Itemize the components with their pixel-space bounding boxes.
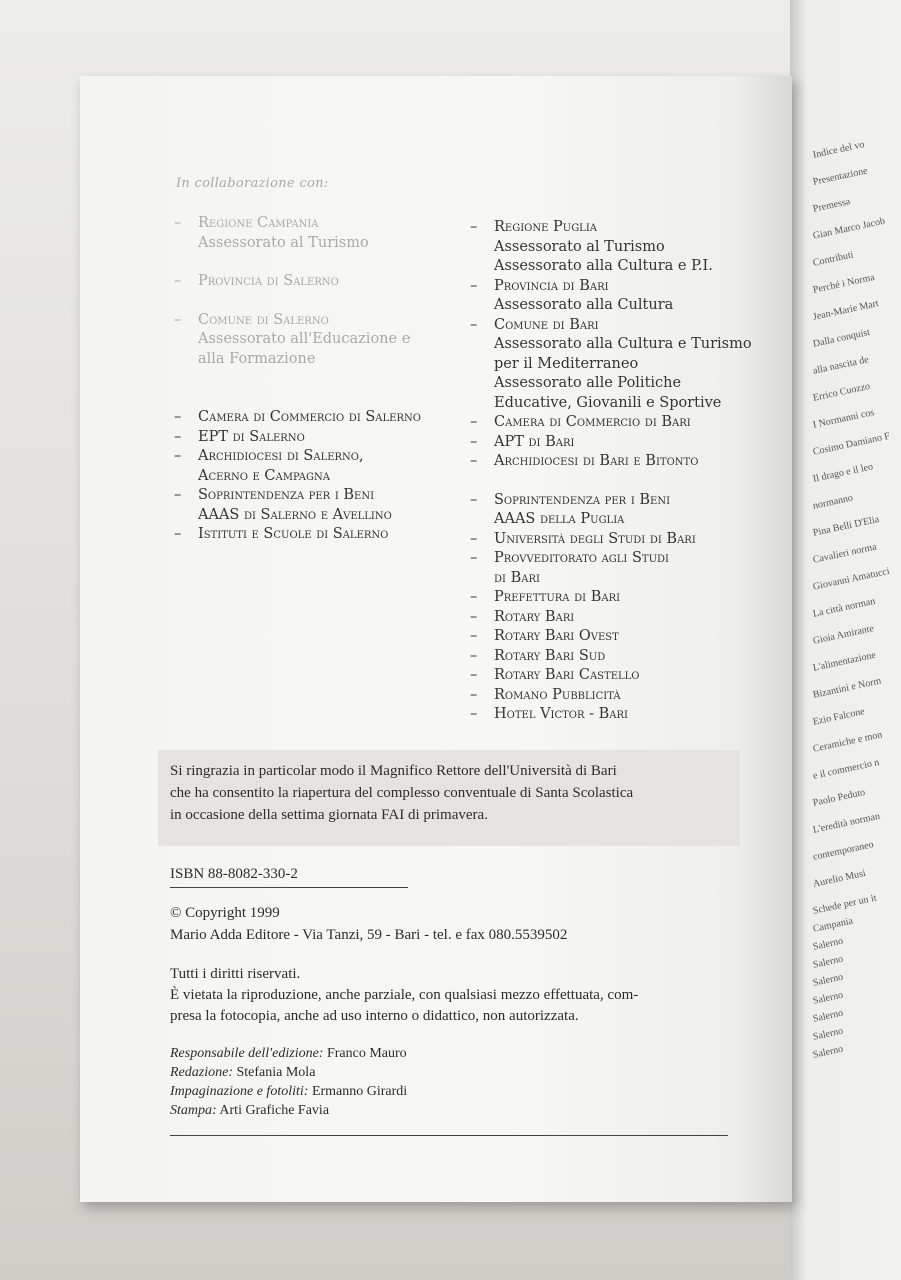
- dash-marker: –: [174, 428, 182, 445]
- adjacent-page-text: Premessa: [812, 196, 852, 215]
- sponsor-name: Rotary Bari Castello: [494, 667, 640, 683]
- adjacent-page: [790, 0, 901, 1280]
- adjacent-page-text: Presentazione: [812, 165, 869, 188]
- sponsor-name: Archidiocesi di Salerno,: [198, 448, 364, 464]
- dash-marker: –: [174, 215, 182, 231]
- adjacent-page-text: Indice del vo: [812, 139, 866, 161]
- sponsor-detail: Assessorato alla Cultura e Turismo: [494, 336, 752, 352]
- sponsor-detail: Assessorato all'Educazione e: [198, 331, 411, 347]
- sponsor-name: Provveditorato agli Studi: [494, 550, 669, 566]
- copyright: © Copyright 1999: [170, 905, 280, 921]
- sponsor-name: Regione Campania: [198, 215, 319, 231]
- sponsor-entry: [174, 525, 474, 545]
- sponsor-entry: [470, 316, 760, 414]
- adjacent-page-text: Salerno: [812, 953, 845, 971]
- credits-block: [170, 1044, 407, 1120]
- adjacent-page-text: Salerno: [812, 971, 845, 989]
- adjacent-page-text: normanno: [812, 492, 854, 512]
- sponsor-detail: Assessorato al Turismo: [494, 238, 665, 255]
- dash-marker: –: [470, 608, 478, 625]
- dash-marker: –: [470, 667, 478, 683]
- thanks-line: in occasione della settima giornata FAI di primavera.: [170, 807, 488, 823]
- credit-line: Stampa: Arti Grafiche Favia: [170, 1103, 330, 1118]
- sponsor-name: Soprintendenza per i Beni: [198, 487, 375, 503]
- sponsor-entry: [470, 666, 760, 686]
- adjacent-page-text: contemporaneo: [812, 839, 875, 863]
- sponsor-entry: [470, 491, 760, 530]
- sponsor-name: EPT di Salerno: [198, 428, 305, 445]
- dash-marker: –: [174, 409, 182, 425]
- adjacent-page-text: Salerno: [812, 989, 845, 1007]
- publisher: Mario Adda Editore - Via Tanzi, 59 - Bari - tel. e fax 080.5539502: [170, 927, 568, 943]
- adjacent-page-text: Salerno: [812, 1025, 845, 1043]
- rights-line: Tutti i diritti riservati.: [170, 966, 301, 982]
- rights-line: presa la fotocopia, anche ad uso interno o didattico, non autorizzata.: [170, 1008, 579, 1024]
- sponsor-name: Hotel Victor - Bari: [494, 706, 629, 722]
- sponsor-detail: di Bari: [494, 569, 540, 586]
- sponsor-name: Archidiocesi di Bari e Bitonto: [494, 453, 699, 469]
- adjacent-page-text: Campania: [812, 915, 854, 935]
- left-sponsor-column: [174, 214, 474, 545]
- sponsor-name: Rotary Bari Sud: [494, 647, 606, 664]
- adjacent-page-text: Errico Cuozzo: [812, 380, 872, 404]
- dash-marker: –: [470, 530, 478, 547]
- sponsor-detail: Acerno e Campagna: [198, 467, 330, 484]
- credit-line: Redazione: Stefania Mola: [170, 1065, 316, 1080]
- dash-marker: –: [470, 414, 478, 430]
- adjacent-page-text: L'eredità norman: [812, 810, 881, 836]
- sponsor-detail: alla Formazione: [198, 350, 316, 367]
- sponsor-name: Comune di Bari: [494, 316, 599, 333]
- sponsor-entry: [174, 447, 474, 486]
- sponsor-entry: [470, 452, 760, 472]
- adjacent-page-text: Giovanni Amatucci: [812, 565, 891, 593]
- collaboration-label: In collaborazione con:: [176, 176, 329, 191]
- sponsor-name: Rotary Bari Ovest: [494, 628, 619, 644]
- adjacent-page-text: Salerno: [812, 935, 845, 953]
- dash-marker: –: [470, 706, 478, 722]
- sponsor-entry: [470, 627, 760, 647]
- sponsor-name: Soprintendenza per i Beni: [494, 491, 671, 508]
- sponsor-entry: [470, 218, 760, 277]
- sponsor-detail: AAAS di Salerno e Avellino: [198, 506, 392, 523]
- dash-marker: –: [174, 311, 182, 328]
- document-page: [80, 76, 792, 1202]
- dash-marker: –: [470, 589, 478, 605]
- sponsor-entry: [470, 686, 760, 706]
- sponsor-name: Prefettura di Bari: [494, 589, 621, 605]
- adjacent-page-text: Pina Belli D'Elia: [812, 513, 881, 539]
- adjacent-page-text: Perché i Norma: [812, 271, 876, 296]
- sponsor-detail: Educative, Giovanili e Sportive: [494, 394, 722, 411]
- adjacent-page-text: Il drago e il leo: [812, 461, 875, 485]
- sponsor-entry: [174, 214, 474, 253]
- adjacent-page-text: Dalla conquist: [812, 326, 872, 350]
- thanks-line: Si ringrazia in particolar modo il Magnifico Rettore dell'Università di Bari: [170, 763, 617, 779]
- credit-line: Responsabile dell'edizione: Franco Mauro: [170, 1046, 407, 1061]
- acknowledgement-box: [158, 750, 740, 846]
- sponsor-entry: [470, 277, 760, 316]
- sponsor-entry: [470, 413, 760, 433]
- adjacent-page-text: L'alimentazione: [812, 649, 877, 674]
- sponsor-entry: [174, 428, 474, 448]
- sponsor-entry: [470, 608, 760, 628]
- dash-marker: –: [470, 550, 478, 566]
- sponsor-entry: [470, 705, 760, 725]
- adjacent-page-text: Gioia Amirante: [812, 623, 875, 647]
- rights-line: È vietata la riproduzione, anche parziale, con qualsiasi mezzo effettuata, com-: [170, 987, 639, 1003]
- adjacent-page-text: Gian Marco Jacob: [812, 215, 886, 242]
- sponsor-name: APT di Bari: [494, 433, 575, 450]
- isbn: ISBN 88-8082-330-2: [170, 866, 298, 882]
- adjacent-page-text: Paolo Peduto: [812, 786, 867, 809]
- adjacent-page-text: alla nascita de: [812, 354, 870, 377]
- dash-marker: –: [470, 316, 478, 333]
- adjacent-page-text: Schede per un it: [812, 892, 878, 917]
- adjacent-page-text: Cavalieri norma: [812, 541, 878, 566]
- sponsor-detail: AAAS della Puglia: [494, 511, 625, 527]
- adjacent-page-text: Aurelio Musi: [812, 867, 867, 890]
- sponsor-detail: Assessorato alla Cultura: [494, 297, 674, 313]
- dash-marker: –: [470, 491, 478, 508]
- sponsor-name: Provincia di Salerno: [198, 273, 339, 289]
- sponsor-name: Provincia di Bari: [494, 277, 609, 294]
- sponsor-entry: [470, 588, 760, 608]
- adjacent-page-text: Salerno: [812, 1043, 845, 1061]
- adjacent-page-text: Ezio Falcone: [812, 706, 866, 728]
- credit-line: Impaginazione e fotoliti: Ermanno Girardi: [170, 1084, 408, 1099]
- sponsor-name: Rotary Bari: [494, 608, 575, 625]
- sponsor-entry: [470, 549, 760, 588]
- dash-marker: –: [470, 647, 478, 664]
- sponsor-name: Regione Puglia: [494, 219, 597, 235]
- isbn-rule: [170, 887, 408, 888]
- sponsor-name: Camera di Commercio di Salerno: [198, 409, 421, 425]
- sponsor-entry: [174, 408, 474, 428]
- adjacent-page-text: Contributi: [812, 249, 855, 269]
- sponsor-detail: Assessorato alla Cultura e P.I.: [494, 258, 713, 274]
- sponsor-entry: [174, 311, 474, 370]
- dash-marker: –: [174, 448, 182, 464]
- sponsor-entry: [470, 433, 760, 453]
- bottom-rule: [170, 1135, 728, 1136]
- sponsor-entry: [470, 530, 760, 550]
- adjacent-page-text: Cosimo Damiano F: [812, 430, 891, 458]
- sponsor-detail: Assessorato al Turismo: [198, 234, 369, 251]
- sponsor-name: Istituti e Scuole di Salerno: [198, 526, 389, 542]
- dash-marker: –: [174, 526, 182, 542]
- sponsor-name: Comune di Salerno: [198, 311, 329, 328]
- rights-block: [170, 964, 638, 1027]
- dash-marker: –: [470, 628, 478, 644]
- dash-marker: –: [470, 219, 478, 235]
- adjacent-page-text: I Normanni cos: [812, 407, 876, 431]
- sponsor-name: Camera di Commercio di Bari: [494, 414, 691, 430]
- sponsor-entry: [174, 272, 474, 292]
- dash-marker: –: [174, 487, 182, 503]
- dash-marker: –: [470, 686, 478, 703]
- adjacent-page-text: e il commercio n: [812, 756, 881, 782]
- sponsor-entry: [174, 486, 474, 525]
- right-sponsor-column: [470, 218, 760, 725]
- adjacent-page-text: Bizantini e Norm: [812, 675, 883, 701]
- dash-marker: –: [470, 433, 478, 450]
- dash-marker: –: [174, 273, 182, 289]
- sponsor-detail: per il Mediterraneo: [494, 355, 639, 372]
- sponsor-entry: [470, 647, 760, 667]
- adjacent-page-text: Jean-Marie Mart: [812, 298, 880, 323]
- sponsor-detail: Assessorato alle Politiche: [494, 375, 682, 391]
- copyright-block: [170, 902, 567, 946]
- dash-marker: –: [470, 453, 478, 469]
- sponsor-name: Università degli Studi di Bari: [494, 530, 696, 547]
- adjacent-page-text: La città norman: [812, 595, 877, 620]
- dash-marker: –: [470, 277, 478, 294]
- adjacent-page-text: Salerno: [812, 1007, 845, 1025]
- sponsor-name: Romano Pubblicità: [494, 686, 621, 703]
- adjacent-page-text: Ceramiche e mon: [812, 729, 884, 755]
- thanks-line: che ha consentito la riapertura del complesso conventuale di Santa Scolastica: [170, 785, 634, 801]
